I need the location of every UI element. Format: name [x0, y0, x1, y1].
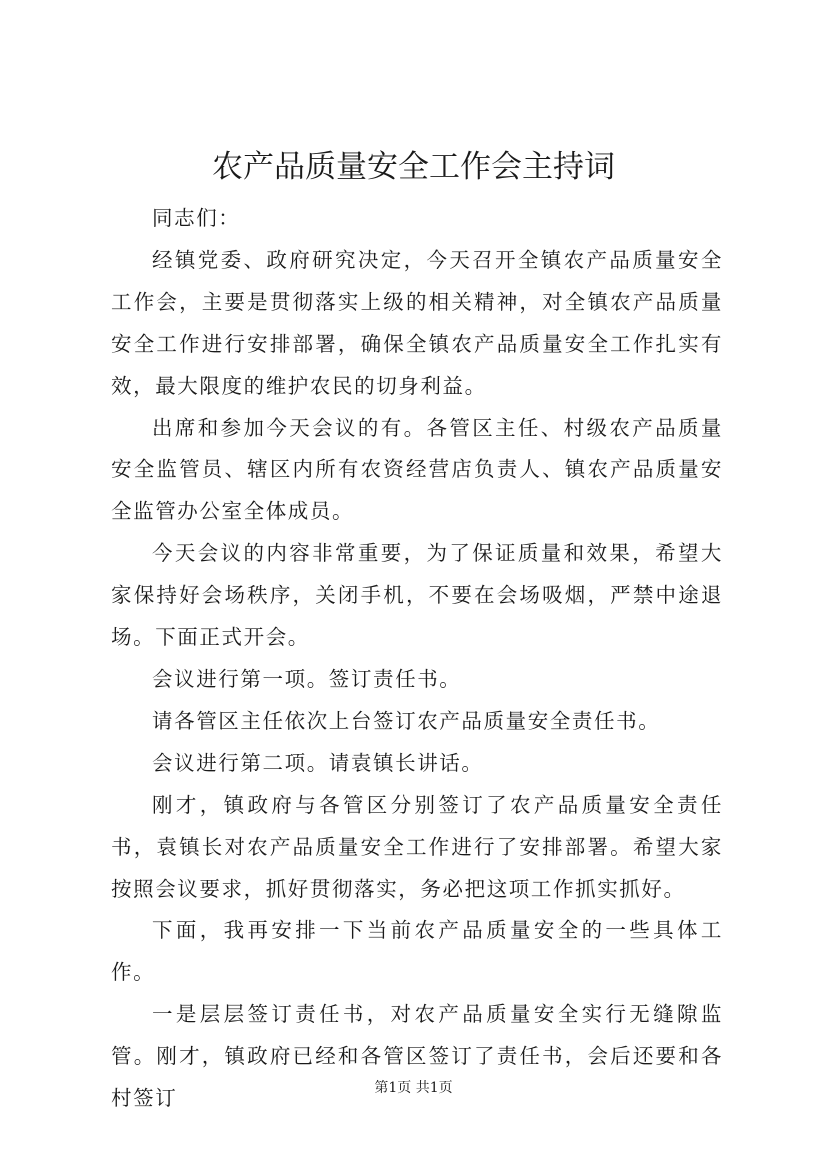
paragraph: 请各管区主任依次上台签订农产品质量安全责任书。: [152, 708, 661, 733]
paragraph: 会议进行第一项。签订责任书。: [152, 666, 462, 691]
paragraph: 下面，我再安排一下当前农产品质量安全的一些具体工作。: [111, 918, 723, 985]
page-number-footer: 第1页 共1页: [374, 1080, 453, 1096]
paragraph: 会议进行第二项。请袁镇长讲话。: [152, 750, 484, 775]
document-body: [111, 198, 723, 1120]
paragraph: 刚才，镇政府与各管区分别签订了农产品质量安全责任书，袁镇长对农产品质量安全工作进行了安排部署。希望大家按照会议要求，抓好贯彻落实，务必把这项工作抓实抓好。: [111, 792, 723, 901]
paragraph: 出席和参加今天会议的有。各管区主任、村级农产品质量安全监管员、辖区内所有农资经营店负责人、镇农产品质量安全监管办公室全体成员。: [111, 415, 723, 524]
paragraph: 经镇党委、政府研究决定，今天召开全镇农产品质量安全工作会，主要是贯彻落实上级的相关精神，对全镇农产品质量安全工作进行安排部署，确保全镇农产品质量安全工作扎实有效，最大限度的维护农民的切身利益。: [111, 247, 723, 398]
paragraph-greeting: 同志们：: [152, 206, 241, 230]
paragraph: 今天会议的内容非常重要，为了保证质量和效果，希望大家保持好会场秩序，关闭手机，不要在会场吸烟，严禁中途退场。下面正式开会。: [111, 541, 723, 650]
document-title: 农产品质量安全工作会主持词: [212, 149, 615, 185]
paragraph: 一是层层签订责任书，对农产品质量安全实行无缝隙监管。刚才，镇政府已经和各管区签订了责任书，会后还要和各村签订: [111, 1002, 723, 1111]
